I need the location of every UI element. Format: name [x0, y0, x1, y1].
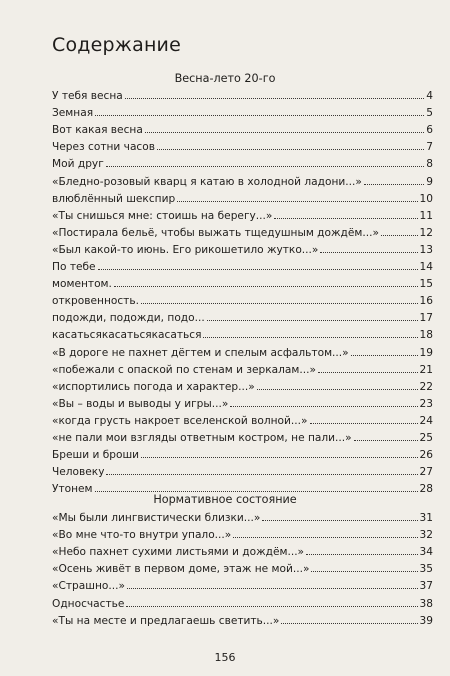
toc-entry: [52, 575, 433, 592]
toc-entry-page: 8: [426, 158, 433, 171]
dot-leader: [381, 235, 418, 236]
dot-leader: [311, 571, 417, 572]
dot-leader: [207, 320, 418, 321]
toc-entry: [52, 170, 433, 187]
dot-leader: [310, 423, 418, 424]
toc-entry: [52, 359, 433, 376]
dot-leader: [126, 606, 417, 607]
toc-entry-title: Через сотни часов: [52, 141, 155, 154]
toc-entry-title: «испортились погода и характер...»: [52, 380, 255, 393]
toc-entry-title: «побежали с опаской по стенам и зеркалам...»: [52, 363, 316, 376]
dot-leader: [95, 115, 424, 116]
toc-entry-title: «Небо пахнет сухими листьями и дождём...»: [52, 546, 305, 559]
toc-entry-title: По тебе: [52, 261, 96, 274]
dot-leader: [141, 303, 418, 304]
dot-leader: [274, 218, 417, 219]
toc-entry: [52, 307, 433, 324]
toc-entry: [52, 102, 433, 119]
toc-entry-title: «В дороге не пахнет дёгтем и спелым асфальтом...»: [52, 346, 349, 359]
toc-entry: [52, 341, 433, 358]
toc-entry-page: 6: [426, 124, 433, 137]
toc-entry-page: 23: [419, 397, 433, 410]
toc-entry: [52, 205, 433, 222]
toc-entry-title: «Ты на месте и предлагаешь светить...»: [52, 614, 280, 627]
toc-entry-title: касатьсякасатьсякасаться: [52, 329, 202, 342]
dot-leader: [318, 372, 418, 373]
dot-leader: [233, 537, 417, 538]
toc-entry: [52, 507, 433, 524]
section-heading-spring-summer: Весна-лето 20-го: [174, 72, 276, 85]
toc-entry-page: 19: [419, 346, 433, 359]
toc-section-normative-state: [52, 507, 433, 627]
dot-leader: [125, 98, 424, 99]
toc-entry-page: 16: [419, 295, 433, 308]
dot-leader: [281, 623, 417, 624]
toc-entry-title: «Страшно...»: [52, 580, 125, 593]
toc-entry: [52, 222, 433, 239]
toc-entry: [52, 410, 433, 427]
dot-leader: [127, 588, 418, 589]
toc-entry: [52, 153, 433, 170]
toc-entry: [52, 427, 433, 444]
toc-entry-title: «Мы были лингвистически близки...»: [52, 512, 261, 525]
toc-entry-page: 38: [419, 597, 433, 610]
dot-leader: [230, 406, 417, 407]
toc-entry-title: Односчастье: [52, 597, 125, 610]
toc-entry-page: 9: [426, 175, 433, 188]
toc-entry: [52, 188, 433, 205]
dot-leader: [203, 337, 417, 338]
toc-entry: [52, 119, 433, 136]
toc-entry: [52, 558, 433, 575]
dot-leader: [106, 166, 424, 167]
toc-entry-title: «Ты снишься мне: стоишь на берегу...»: [52, 209, 273, 222]
toc-entry-page: 13: [419, 243, 433, 256]
dot-leader: [114, 286, 418, 287]
dot-leader: [364, 184, 424, 185]
toc-entry-page: 7: [426, 141, 433, 154]
toc-entry-page: 28: [419, 483, 433, 496]
toc-entry-title: «Бледно-розовый кварц я катаю в холодной ладони...»: [52, 175, 362, 188]
toc-entry-page: 34: [419, 546, 433, 559]
toc-section-spring-summer: [52, 85, 433, 495]
dot-leader: [157, 149, 424, 150]
toc-entry-page: 14: [419, 261, 433, 274]
toc-entry-page: 18: [419, 329, 433, 342]
dot-leader: [257, 389, 418, 390]
toc-entry-title: Утонем: [52, 483, 93, 496]
toc-entry-page: 4: [426, 90, 433, 103]
toc-entry-page: 11: [419, 209, 433, 222]
toc-entry-page: 12: [419, 226, 433, 239]
toc-entry: [52, 610, 433, 627]
section-heading-normative-state: Нормативное состояние: [153, 493, 297, 506]
toc-entry-title: «Был какой-то июнь. Его рикошетило жутко...»: [52, 243, 319, 256]
toc-entry-page: 24: [419, 414, 433, 427]
toc-entry: [52, 85, 433, 102]
toc-entry-page: 31: [419, 512, 433, 525]
dot-leader: [98, 269, 418, 270]
toc-entry: [52, 444, 433, 461]
dot-leader: [354, 440, 418, 441]
toc-entry-title: «не пали мои взгляды ответным костром, не пали...»: [52, 431, 352, 444]
dot-leader: [145, 132, 424, 133]
dot-leader: [320, 252, 417, 253]
toc-entry: [52, 256, 433, 273]
toc-entry: [52, 461, 433, 478]
toc-entry-page: 17: [419, 312, 433, 325]
toc-entry-page: 37: [419, 580, 433, 593]
toc-entry-title: Вот какая весна: [52, 124, 143, 137]
dot-leader: [177, 201, 417, 202]
dot-leader: [141, 457, 417, 458]
toc-entry-page: 27: [419, 466, 433, 479]
toc-entry-title: Бреши и броши: [52, 449, 140, 462]
toc-entry: [52, 273, 433, 290]
toc-entry-page: 39: [419, 614, 433, 627]
toc-entry-page: 21: [419, 363, 433, 376]
toc-entry-page: 32: [419, 529, 433, 542]
toc-entry-page: 22: [419, 380, 433, 393]
toc-entry: [52, 592, 433, 609]
dot-leader: [106, 474, 417, 475]
toc-entry: [52, 324, 433, 341]
toc-entry-page: 10: [419, 192, 433, 205]
toc-entry-title: Земная: [52, 107, 94, 120]
toc-entry-title: «Вы – воды и выводы у игры...»: [52, 397, 229, 410]
toc-entry-title: «когда грусть накроет вселенской волной...»: [52, 414, 308, 427]
page-title: Содержание: [52, 34, 181, 56]
toc-entry: [52, 376, 433, 393]
toc-entry: [52, 136, 433, 153]
dot-leader: [306, 554, 417, 555]
toc-entry-title: «Осень живёт в первом доме, этаж не мой...»: [52, 563, 310, 576]
toc-entry-page: 35: [419, 563, 433, 576]
toc-entry-title: «Во мне что-то внутри упало...»: [52, 529, 232, 542]
toc-entry-title: откровенность.: [52, 295, 139, 308]
toc-entry-title: «Постирала бельё, чтобы выжать тщедушным дождём...»: [52, 226, 379, 239]
dot-leader: [351, 355, 418, 356]
toc-entry-title: моментом.: [52, 278, 112, 291]
toc-entry: [52, 239, 433, 256]
toc-entry-title: влюблённый шекспир: [52, 192, 176, 205]
toc-entry-title: Человеку: [52, 466, 105, 479]
toc-entry-title: У тебя весна: [52, 90, 123, 103]
toc-entry: [52, 393, 433, 410]
toc-entry-page: 26: [419, 449, 433, 462]
toc-entry: [52, 541, 433, 558]
toc-entry: [52, 524, 433, 541]
toc-entry-page: 25: [419, 431, 433, 444]
toc-entry-title: подожди, подожди, подо...: [52, 312, 205, 325]
page-number: 156: [214, 651, 236, 664]
toc-entry: [52, 290, 433, 307]
toc-entry-page: 15: [419, 278, 433, 291]
toc-entry-page: 5: [426, 107, 433, 120]
dot-leader: [262, 520, 417, 521]
toc-entry-title: Мой друг: [52, 158, 104, 171]
